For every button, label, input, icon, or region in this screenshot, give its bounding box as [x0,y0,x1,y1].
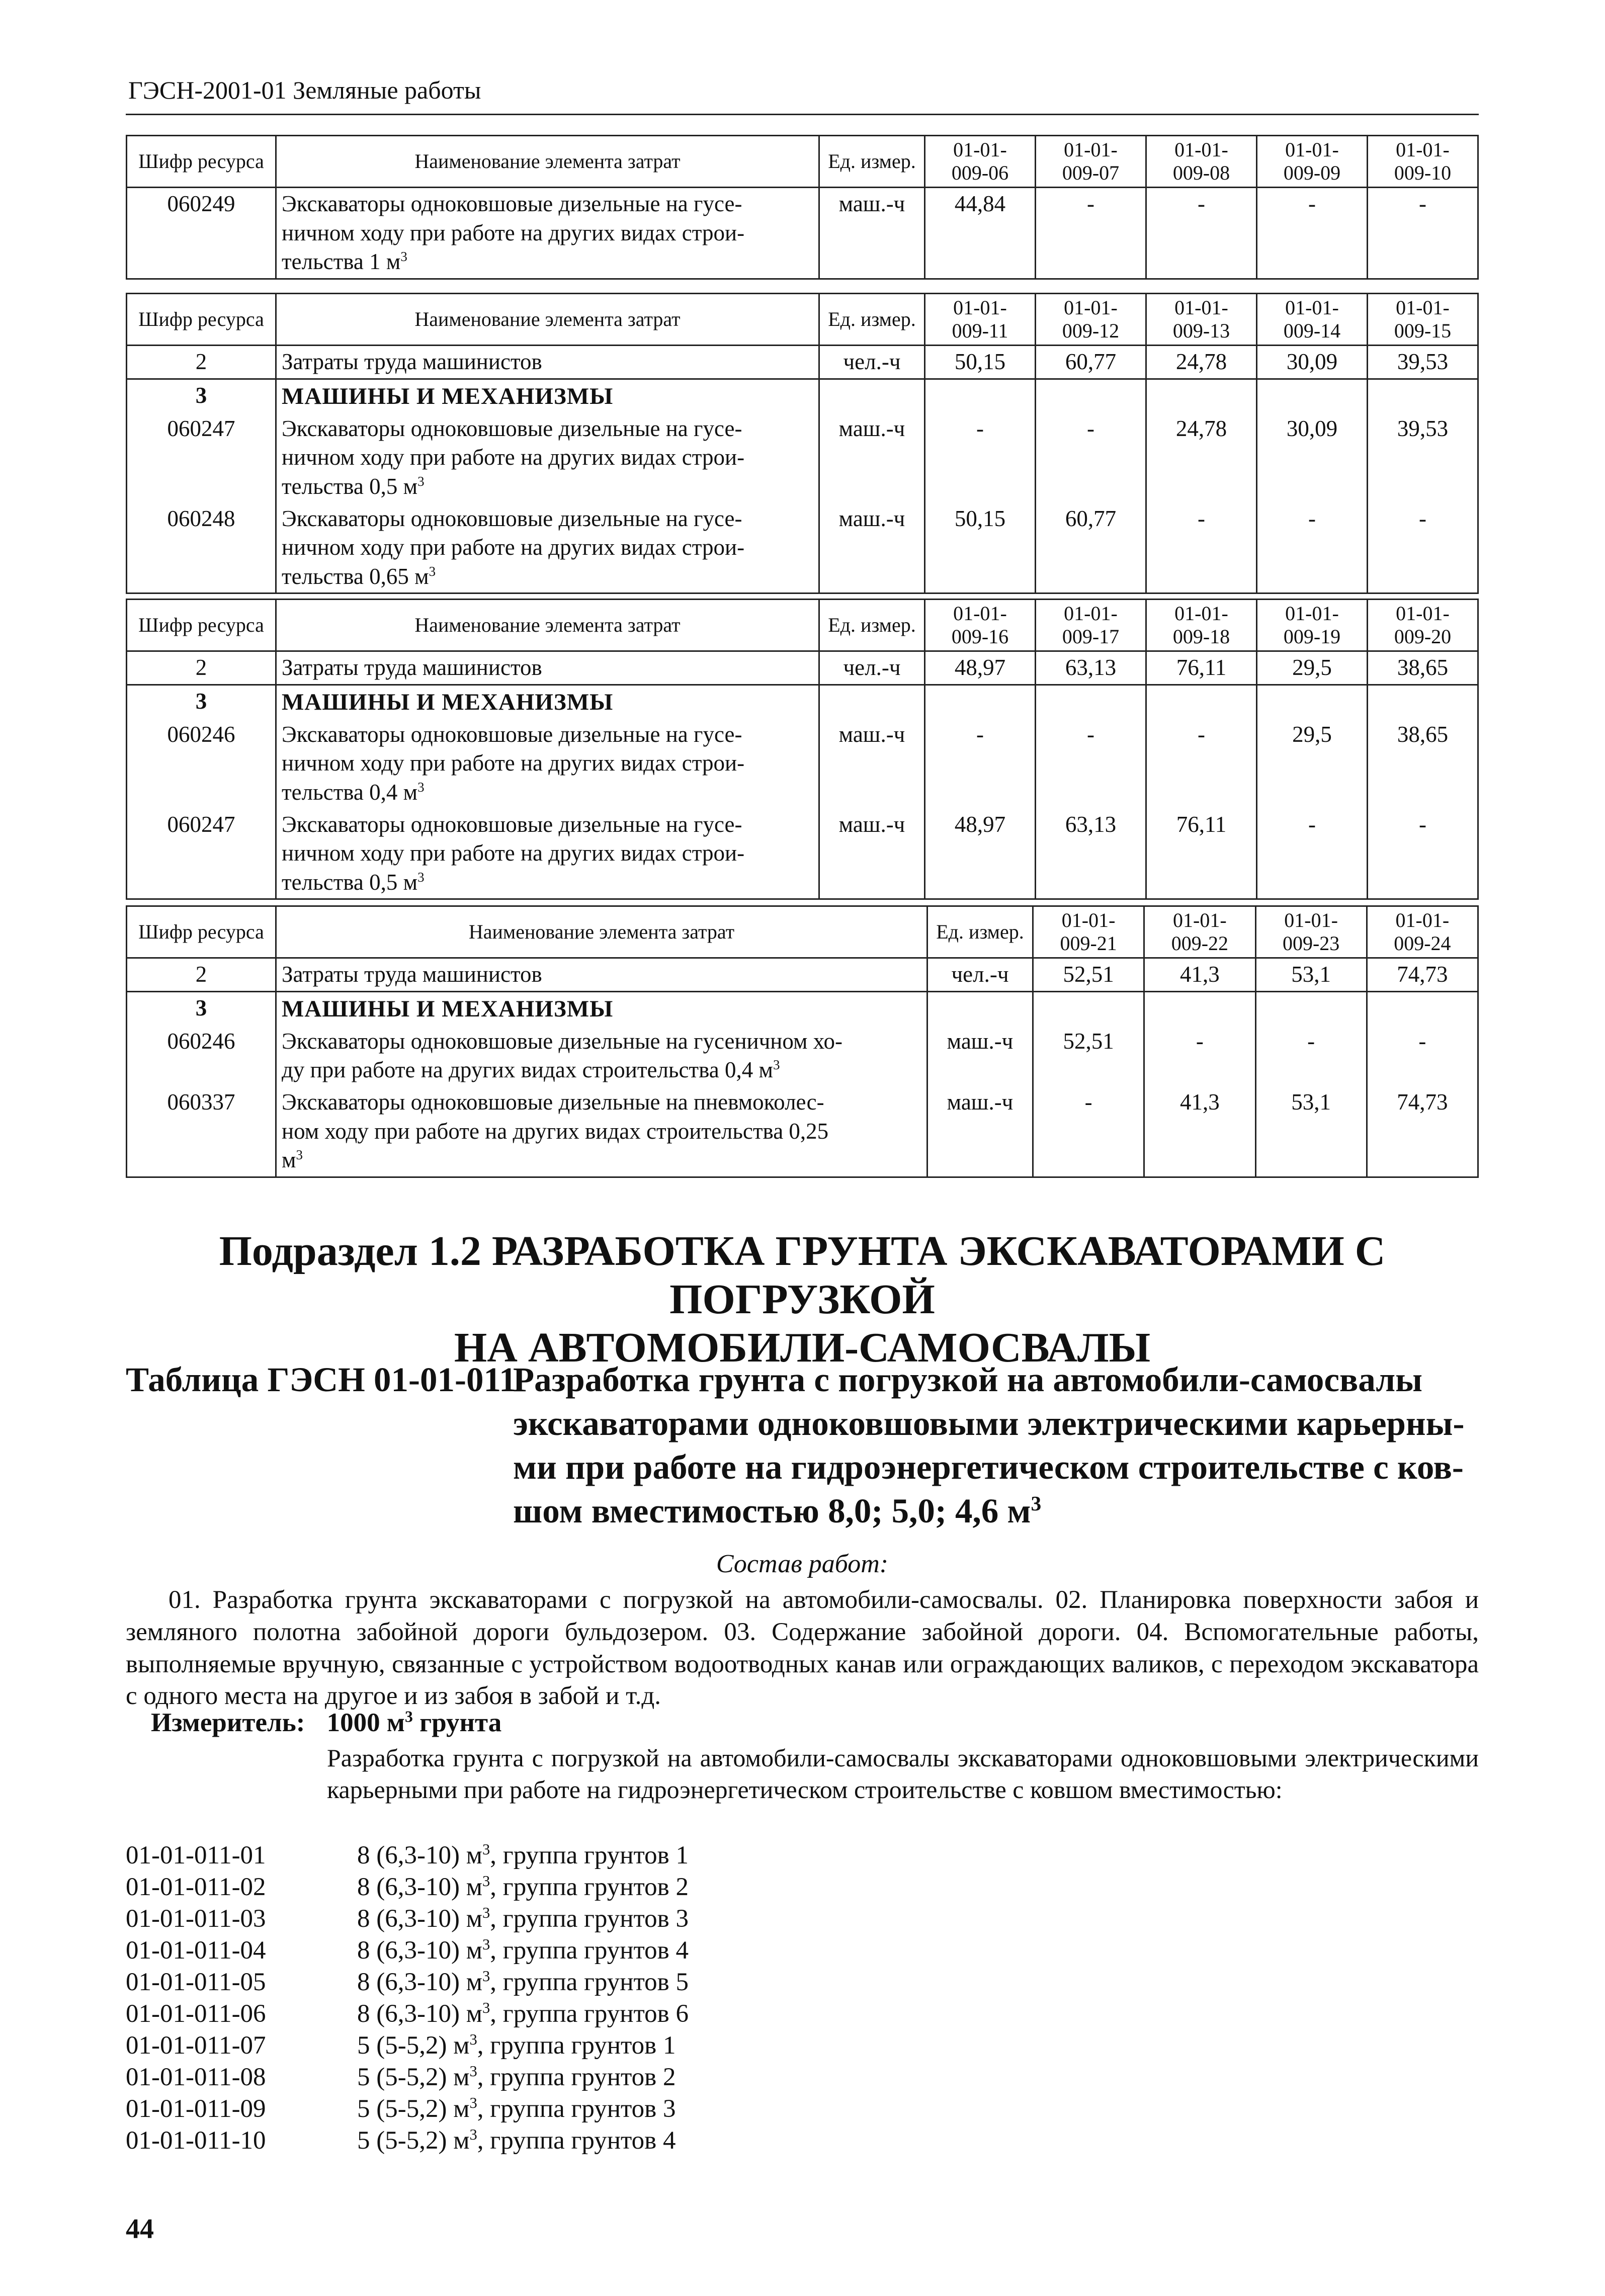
item-code: 01-01-011-06 [126,2000,266,2028]
item-code: 01-01-011-02 [126,1873,266,1901]
col-header-norm-top: 01-01- [1064,602,1118,625]
empty-cell [1146,685,1257,719]
resource-name-line: ном ходу при работе на других видах строительства 0,25 [282,1118,829,1144]
resource-value: 29,5 [1257,719,1368,809]
labor-value: 60,77 [1036,346,1146,379]
resource-table-3 [126,599,1479,900]
col-header-norm [1033,906,1144,958]
item-code: 01-01-011-07 [126,2031,266,2060]
list-item [126,2062,689,2093]
resource-value: 63,13 [1036,809,1146,899]
col-header-norm-bottom: 009-23 [1282,932,1340,955]
resource-value: - [1257,503,1368,593]
table-title-line: Разработка грунта с погрузкой на автомобили-самосвалы [513,1360,1422,1399]
norm-items-list [126,1840,689,2157]
col-header-norm [1257,600,1368,651]
labor-code: 2 [127,651,276,685]
resource-name-line: тельства 0,4 м [282,779,418,805]
empty-cell [1255,991,1367,1026]
resource-name-line: Экскаваторы одноковшовые дизельные на гусе- [282,721,742,747]
table-title-text [513,1358,1479,1533]
work-description: Разработка грунта с погрузкой на автомобили-самосвалы экскаваторами одноковшовыми электрическими карьерными при работе на гидроэнергетическом строительстве с ковшом вместимостью: [327,1744,1479,1804]
col-header-norm-bottom: 009-15 [1394,319,1452,342]
superscript: 3 [482,1904,490,1921]
resource-unit: маш.-ч [819,188,925,279]
item-group: , группа грунтов 6 [490,2000,689,2028]
col-header-unit: Ед. измер. [819,136,925,188]
col-header-norm [1257,294,1368,346]
resource-value: 48,97 [925,809,1036,899]
item-size: 8 (6,3-10) м [357,1873,482,1901]
col-header-norm [1146,294,1257,346]
col-header-norm [1368,600,1478,651]
empty-cell [819,379,925,413]
superscript: 3 [296,1147,303,1163]
resource-value: - [1367,1026,1478,1086]
labor-value: 30,09 [1257,346,1368,379]
col-header-name: Наименование элемента затрат [276,600,819,651]
resource-unit: маш.-ч [927,1026,1033,1086]
section-code: 3 [127,991,276,1026]
list-item [126,2093,689,2125]
resource-value: - [1036,188,1146,279]
item-group: , группа грунтов 4 [490,1936,689,1965]
col-header-norm-bottom: 009-19 [1283,625,1341,648]
resource-value: 76,11 [1146,809,1257,899]
col-header-norm [1036,294,1146,346]
resource-unit: маш.-ч [819,503,925,593]
item-group: , группа грунтов 2 [477,2063,676,2091]
col-header-code: Шифр ресурса [127,136,276,188]
resource-name-line: м [282,1147,296,1173]
resource-name-line: ничном ходу при работе на других видах строи- [282,220,745,245]
col-header-norm-top: 01-01- [1395,909,1450,931]
superscript: 3 [469,2126,477,2143]
superscript: 3 [773,1057,780,1073]
labor-unit: чел.-ч [819,651,925,685]
resource-value: - [1368,809,1478,899]
resource-value: - [1146,503,1257,593]
empty-cell [1257,379,1368,413]
resource-value: 30,09 [1257,413,1368,503]
col-header-norm [1036,600,1146,651]
meter-label: Измеритель: [151,1708,305,1737]
labor-value: 52,51 [1033,958,1144,992]
resource-value: 52,51 [1033,1026,1144,1086]
resource-unit: маш.-ч [819,719,925,809]
item-group: , группа грунтов 3 [490,1905,689,1933]
resource-table-2 [126,293,1479,594]
labor-value: 38,65 [1368,651,1478,685]
resource-table-1 [126,135,1479,280]
col-header-norm [1144,906,1255,958]
resource-name-line: Экскаваторы одноковшовые дизельные на гусе- [282,811,742,837]
page-number: 44 [126,2214,154,2245]
item-code: 01-01-011-04 [126,1936,266,1965]
empty-cell [819,685,925,719]
resource-value: - [925,719,1036,809]
resource-name-line: тельства 0,65 м [282,563,429,589]
empty-cell [927,991,1033,1026]
superscript: 3 [417,869,425,885]
col-header-norm-bottom: 009-09 [1283,161,1341,184]
section-title-line: Подраздел 1.2 РАЗРАБОТКА ГРУНТА ЭКСКАВАТОРАМИ С ПОГРУЗКОЙ [219,1228,1386,1323]
superscript: 3 [417,473,425,489]
col-header-code: Шифр ресурса [127,600,276,651]
list-item [126,1935,689,1967]
col-header-norm-bottom: 009-11 [952,319,1008,342]
col-header-norm-bottom: 009-20 [1394,625,1452,648]
empty-cell [1368,685,1478,719]
col-header-norm-top: 01-01- [953,602,1007,625]
superscript: 3 [469,2063,477,2080]
col-header-norm-top: 01-01- [1285,138,1339,161]
meter-value: 1000 м [326,1708,405,1737]
superscript: 3 [482,1936,490,1953]
col-header-norm-top: 01-01- [1064,138,1118,161]
empty-cell [1367,991,1478,1026]
superscript: 3 [405,1708,413,1726]
list-item [126,1998,689,2030]
col-header-norm-top: 01-01- [1174,602,1228,625]
resource-name-line: Экскаваторы одноковшовые дизельные на пневмоколес- [282,1089,824,1115]
item-size: 5 (5-5,2) м [357,2095,470,2123]
item-group: , группа грунтов 5 [490,1968,689,1996]
section-name: МАШИНЫ И МЕХАНИЗМЫ [276,685,819,719]
col-header-norm [925,136,1036,188]
labor-code: 2 [127,958,276,992]
col-header-code: Шифр ресурса [127,294,276,346]
labor-name: Затраты труда машинистов [276,346,819,379]
list-item [126,1967,689,1998]
col-header-norm-bottom: 009-22 [1171,932,1229,955]
resource-table-4 [126,905,1479,1178]
resource-value: 41,3 [1144,1086,1255,1177]
col-header-norm [1368,294,1478,346]
superscript: 3 [1031,1491,1042,1515]
col-header-norm-top: 01-01- [1396,602,1450,625]
col-header-norm-top: 01-01- [953,138,1007,161]
labor-name: Затраты труда машинистов [276,651,819,685]
resource-value: - [1257,809,1368,899]
item-code: 01-01-011-09 [126,2095,266,2123]
resource-code: 060247 [127,413,276,503]
col-header-norm-bottom: 009-18 [1172,625,1230,648]
resource-value: - [1257,188,1368,279]
empty-cell [925,379,1036,413]
resource-value: - [1146,719,1257,809]
section-name: МАШИНЫ И МЕХАНИЗМЫ [276,379,819,413]
item-code: 01-01-011-01 [126,1841,266,1869]
resource-name-line: ничном ходу при работе на других видах строи- [282,840,745,866]
col-header-unit: Ед. измер. [819,600,925,651]
table-title-label: Таблица ГЭСН 01-01-011 [126,1360,517,1399]
col-header-norm-bottom: 009-14 [1283,319,1341,342]
superscript: 3 [469,2094,477,2111]
item-size: 5 (5-5,2) м [357,2031,470,2060]
col-header-norm-top: 01-01- [1064,296,1118,319]
col-header-norm-bottom: 009-06 [951,161,1009,184]
item-group: , группа грунтов 4 [477,2127,676,2155]
meter [151,1708,501,1738]
resource-name-line: ничном ходу при работе на других видах строи- [282,445,745,470]
col-header-norm-bottom: 009-13 [1172,319,1230,342]
resource-name-line: Экскаваторы одноковшовые дизельные на гусе- [282,505,742,531]
superscript: 3 [482,1968,490,1985]
labor-value: 48,97 [925,651,1036,685]
col-header-unit: Ед. измер. [927,906,1033,958]
superscript: 3 [482,1873,490,1890]
col-header-norm-top: 01-01- [1284,909,1338,931]
resource-code: 060246 [127,1026,276,1086]
resource-name-line: ду при работе на других видах строительства 0,4 м [282,1057,773,1083]
table-title-line: ми при работе на гидроэнергетическом строительстве с ков- [513,1448,1464,1486]
col-header-norm [1257,136,1368,188]
resource-name [276,1086,927,1177]
resource-value: - [1036,719,1146,809]
list-item [126,1903,689,1935]
col-header-norm [925,600,1036,651]
labor-value: 63,13 [1036,651,1146,685]
col-header-norm-top: 01-01- [1173,909,1227,931]
col-header-name: Наименование элемента затрат [276,136,819,188]
col-header-norm-top: 01-01- [1285,296,1339,319]
labor-unit: чел.-ч [927,958,1033,992]
table-title-line: экскаваторами одноковшовыми электрическими карьерны- [513,1404,1465,1442]
resource-value: - [1255,1026,1367,1086]
resource-code: 060246 [127,719,276,809]
resource-name-line: ничном ходу при работе на других видах строи- [282,535,745,560]
item-size: 8 (6,3-10) м [357,1936,482,1965]
labor-value: 53,1 [1255,958,1367,992]
labor-value: 39,53 [1368,346,1478,379]
resource-value: - [1144,1026,1255,1086]
resource-value: - [1368,188,1478,279]
resource-unit: маш.-ч [819,413,925,503]
col-header-norm-top: 01-01- [1285,602,1339,625]
col-header-name: Наименование элемента затрат [276,294,819,346]
superscript: 3 [482,1841,490,1858]
resource-code: 060247 [127,809,276,899]
col-header-norm-bottom: 009-16 [951,625,1009,648]
resource-value: 50,15 [925,503,1036,593]
col-header-norm-bottom: 009-17 [1062,625,1120,648]
item-code: 01-01-011-08 [126,2063,266,2091]
col-header-norm-top: 01-01- [1396,296,1450,319]
list-item [126,2125,689,2157]
resource-name-line: тельства 1 м [282,249,401,275]
item-size: 5 (5-5,2) м [357,2127,470,2155]
resource-value: - [925,413,1036,503]
superscript: 3 [482,1999,490,2016]
superscript: 3 [417,779,425,795]
resource-name [276,719,819,809]
resource-name-line: ничном ходу при работе на других видах строи- [282,750,745,776]
col-header-norm [1146,136,1257,188]
resource-value: 74,73 [1367,1086,1478,1177]
empty-cell [1144,991,1255,1026]
composition-text: 01. Разработка грунта экскаваторами с погрузкой на автомобили-самосвалы. 02. Планировка поверхности забоя и земляного полотна забойной дороги бульдозером. 03. Содержание забойной дороги. 04. Вспомогательные работы, выполняемые вручную, связанные с устройством водоотводных канав или ограждающих валиков, с переходом экскаватора с одного места на другое и из забоя в забой и т.д. [126,1586,1479,1711]
superscript: 3 [429,563,436,579]
item-size: 8 (6,3-10) м [357,1841,482,1869]
item-code: 01-01-011-03 [126,1905,266,1933]
col-header-norm-top: 01-01- [953,296,1007,319]
col-header-unit: Ед. измер. [819,294,925,346]
superscript: 3 [469,2031,477,2048]
empty-cell [1368,379,1478,413]
resource-name-line: Экскаваторы одноковшовые дизельные на гусе- [282,191,742,216]
list-item [126,1872,689,1903]
item-code: 01-01-011-10 [126,2127,266,2155]
empty-cell [1257,685,1368,719]
col-header-norm-top: 01-01- [1061,909,1116,931]
meter-tail: грунта [412,1708,502,1737]
section-code: 3 [127,685,276,719]
col-header-norm [1367,906,1478,958]
item-group: , группа грунтов 2 [490,1873,689,1901]
labor-value: 76,11 [1146,651,1257,685]
col-header-norm-top: 01-01- [1396,138,1450,161]
header-divider [126,114,1479,115]
col-header-norm-bottom: 009-07 [1062,161,1120,184]
labor-unit: чел.-ч [819,346,925,379]
resource-name [276,809,819,899]
resource-value: - [1036,413,1146,503]
item-size: 8 (6,3-10) м [357,2000,482,2028]
item-group: , группа грунтов 3 [477,2095,676,2123]
resource-unit: маш.-ч [819,809,925,899]
resource-value: 60,77 [1036,503,1146,593]
page-header: ГЭСН-2001-01 Земляные работы [128,76,481,104]
empty-cell [1036,685,1146,719]
labor-value: 74,73 [1367,958,1478,992]
col-header-norm-bottom: 009-12 [1062,319,1120,342]
composition-label: Состав работ: [716,1550,889,1578]
col-header-norm [1036,136,1146,188]
resource-value: 38,65 [1368,719,1478,809]
resource-name-line: тельства 0,5 м [282,473,418,499]
resource-value: 24,78 [1146,413,1257,503]
resource-code: 060249 [127,188,276,279]
item-size: 8 (6,3-10) м [357,1905,482,1933]
resource-code: 060248 [127,503,276,593]
resource-name-line: Экскаваторы одноковшовые дизельные на гусеничном хо- [282,1028,842,1054]
resource-name [276,413,819,503]
list-item [126,2030,689,2062]
resource-code: 060337 [127,1086,276,1177]
col-header-code: Шифр ресурса [127,906,276,958]
resource-value: - [1368,503,1478,593]
resource-name [276,503,819,593]
item-size: 5 (5-5,2) м [357,2063,470,2091]
empty-cell [925,685,1036,719]
col-header-norm [1146,600,1257,651]
resource-name [276,1026,927,1086]
item-code: 01-01-011-05 [126,1968,266,1996]
superscript: 3 [400,249,407,265]
resource-value: 53,1 [1255,1086,1367,1177]
section-name: МАШИНЫ И МЕХАНИЗМЫ [276,991,927,1026]
section-code: 3 [127,379,276,413]
item-group: , группа грунтов 1 [490,1841,689,1869]
col-header-norm-bottom: 009-21 [1060,932,1117,955]
col-header-norm-bottom: 009-08 [1172,161,1230,184]
labor-value: 41,3 [1144,958,1255,992]
col-header-norm-top: 01-01- [1174,296,1228,319]
item-group: , группа грунтов 1 [477,2031,676,2060]
col-header-norm-bottom: 009-24 [1394,932,1451,955]
labor-value: 50,15 [925,346,1036,379]
col-header-norm-top: 01-01- [1174,138,1228,161]
resource-name-line: тельства 0,5 м [282,869,418,895]
empty-cell [1146,379,1257,413]
table-title-line: шом вместимостью 8,0; 5,0; 4,6 м [513,1491,1031,1530]
resource-name [276,188,819,279]
list-item [126,1840,689,1872]
resource-value: - [1033,1086,1144,1177]
col-header-norm [1368,136,1478,188]
section-title [126,1227,1479,1372]
labor-code: 2 [127,346,276,379]
table-title [126,1358,1479,1530]
col-header-norm-bottom: 009-10 [1394,161,1452,184]
resource-unit: маш.-ч [927,1086,1033,1177]
col-header-norm [925,294,1036,346]
col-header-name: Наименование элемента затрат [276,906,927,958]
labor-value: 29,5 [1257,651,1368,685]
section-title-line: НА АВТОМОБИЛИ-САМОСВАЛЫ [454,1324,1151,1371]
labor-name: Затраты труда машинистов [276,958,927,992]
labor-value: 24,78 [1146,346,1257,379]
empty-cell [1033,991,1144,1026]
item-size: 8 (6,3-10) м [357,1968,482,1996]
empty-cell [1036,379,1146,413]
resource-value: 39,53 [1368,413,1478,503]
resource-value: 44,84 [925,188,1036,279]
resource-value: - [1146,188,1257,279]
col-header-norm [1255,906,1367,958]
resource-name-line: Экскаваторы одноковшовые дизельные на гусе- [282,415,742,441]
